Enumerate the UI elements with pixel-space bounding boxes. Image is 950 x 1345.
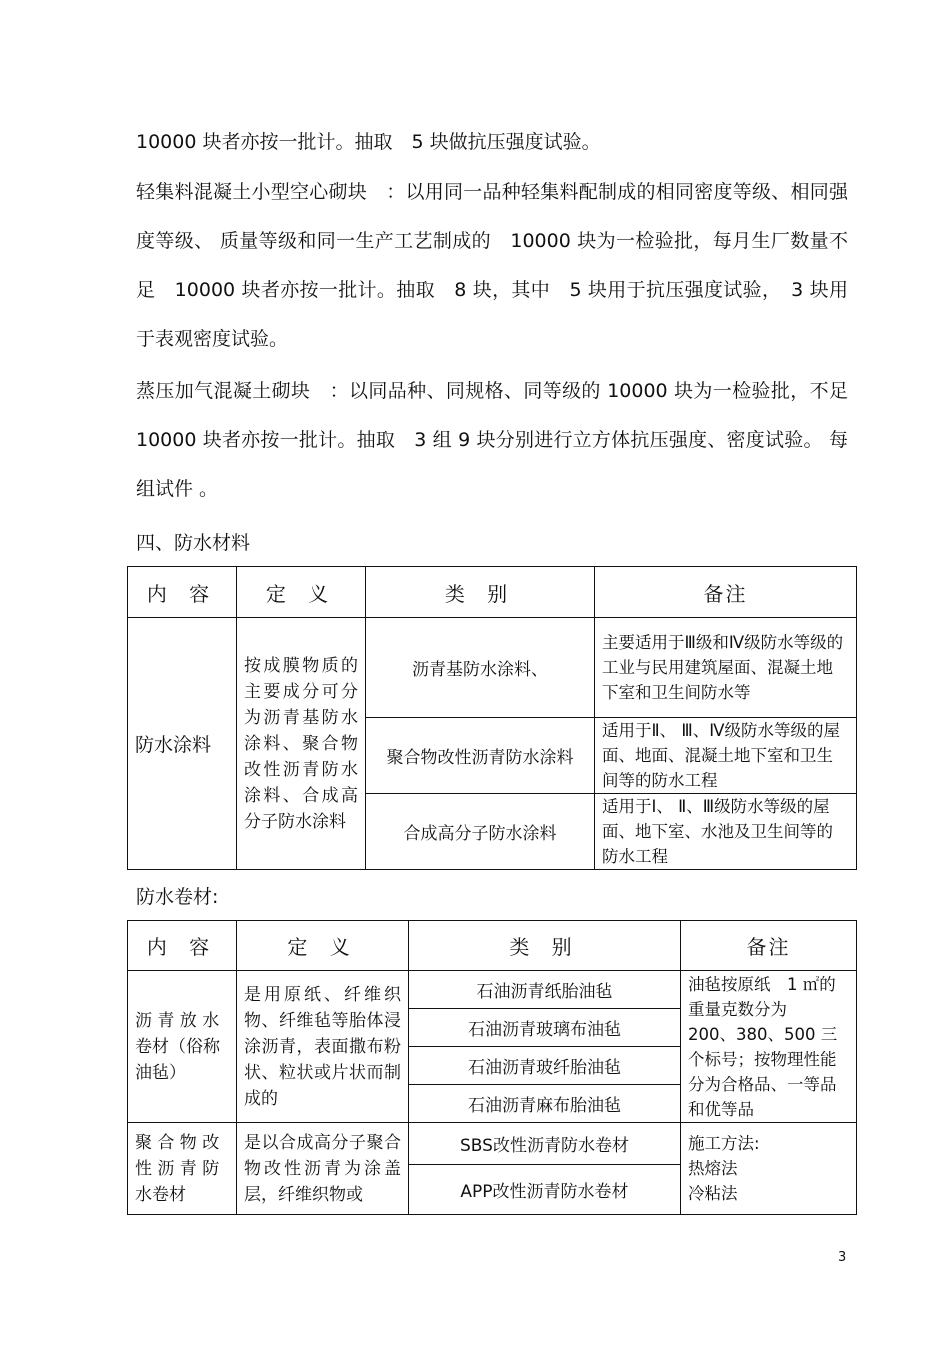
table1-type: 沥青基防水涂料、 <box>366 618 595 718</box>
table2-header-type: 类 别 <box>409 921 681 971</box>
table1-header-definition: 定 义 <box>237 567 366 618</box>
table2-type: APP改性沥青防水卷材 <box>409 1165 681 1215</box>
table2-note-polymer <box>681 1123 857 1215</box>
table2-definition-polymer: 是以合成高分子聚合物改性沥青为涂盖层，纤维织物或 <box>237 1123 409 1215</box>
table2-category-polymer: 聚 合 物 改性 沥 青 防水卷材 <box>128 1123 237 1215</box>
section-heading: 四、防水材料 <box>136 532 251 554</box>
table1-header-note: 备注 <box>595 567 857 618</box>
table2-note-asphalt: 油毡按原纸 1 ㎡的重量克数分为 200、380、500 三个标号；按物理性能分为合格品、一等品和优等品 <box>681 971 857 1123</box>
table2-header-note: 备注 <box>681 921 857 971</box>
paragraph-2: 轻集料混凝土小型空心砌块 ：以用同一品种轻集料配制成的相同密度等级、相同强度等级、 质量等级和同一生产工艺制成的 10000 块为一检验批，每月生厂数量不足 10000 块者亦按一批计。抽取 8 块，其中 5 块用于抗压强度试验， 3 块用于表观密度试验。 <box>136 181 848 350</box>
subheading: 防水卷材: <box>136 886 219 908</box>
note-line: 热熔法 <box>688 1159 738 1178</box>
table2-type: 石油沥青玻纤胎油毡 <box>409 1047 681 1085</box>
table1-type: 聚合物改性沥青防水涂料 <box>366 718 595 794</box>
table1-type: 合成高分子防水涂料 <box>366 794 595 870</box>
table2-header-definition: 定 义 <box>237 921 409 971</box>
table1-note: 主要适用于Ⅲ级和Ⅳ级防水等级的工业与民用建筑屋面、混凝土地下室和卫生间防水等 <box>595 618 857 718</box>
table1-note: 适用于Ⅰ、 Ⅱ、Ⅲ级防水等级的屋面、地下室、水池及卫生间等的防水工程 <box>595 794 857 870</box>
table1-definition: 按成膜物质的主要成分可分为沥青基防水涂料、聚合物改性沥青防水涂料、合成高分子防水涂料 <box>237 618 366 870</box>
table2-category-asphalt: 沥 青 放 水卷材（俗称油毡） <box>128 971 237 1123</box>
paragraph-3: 蒸压加气混凝土砌块 ：以同品种、同规格、同等级的 10000 块为一检验批，不足 10000 块者亦按一批计。抽取 3 组 9 块分别进行立方体抗压强度、密度试验。 每组试件 。 <box>136 380 848 500</box>
table1-header-type: 类 别 <box>366 567 595 618</box>
table2-type: 石油沥青玻璃布油毡 <box>409 1009 681 1047</box>
table2-type: 石油沥青纸胎油毡 <box>409 971 681 1009</box>
paragraph-1: 10000 块者亦按一批计。抽取 5 块做抗压强度试验。 <box>136 131 601 153</box>
note-title: 施工方法: <box>688 1134 760 1153</box>
coating-table <box>127 566 857 870</box>
table1-category: 防水涂料 <box>128 618 237 870</box>
table2-definition-asphalt: 是用原纸、纤维织物、纤维毡等胎体浸涂沥青，表面撒布粉状、粒状或片状而制成的 <box>237 971 409 1123</box>
table1-header-content: 内 容 <box>128 567 237 618</box>
page-number: 3 <box>838 1250 847 1265</box>
table2-header-content: 内 容 <box>128 921 237 971</box>
table1-note: 适用于Ⅱ、 Ⅲ、Ⅳ级防水等级的屋面、地面、混凝土地下室和卫生间等的防水工程 <box>595 718 857 794</box>
table2-type: SBS改性沥青防水卷材 <box>409 1123 681 1165</box>
note-line: 冷粘法 <box>688 1184 738 1203</box>
table2-type: 石油沥青麻布胎油毡 <box>409 1085 681 1123</box>
membrane-table <box>127 920 857 1215</box>
